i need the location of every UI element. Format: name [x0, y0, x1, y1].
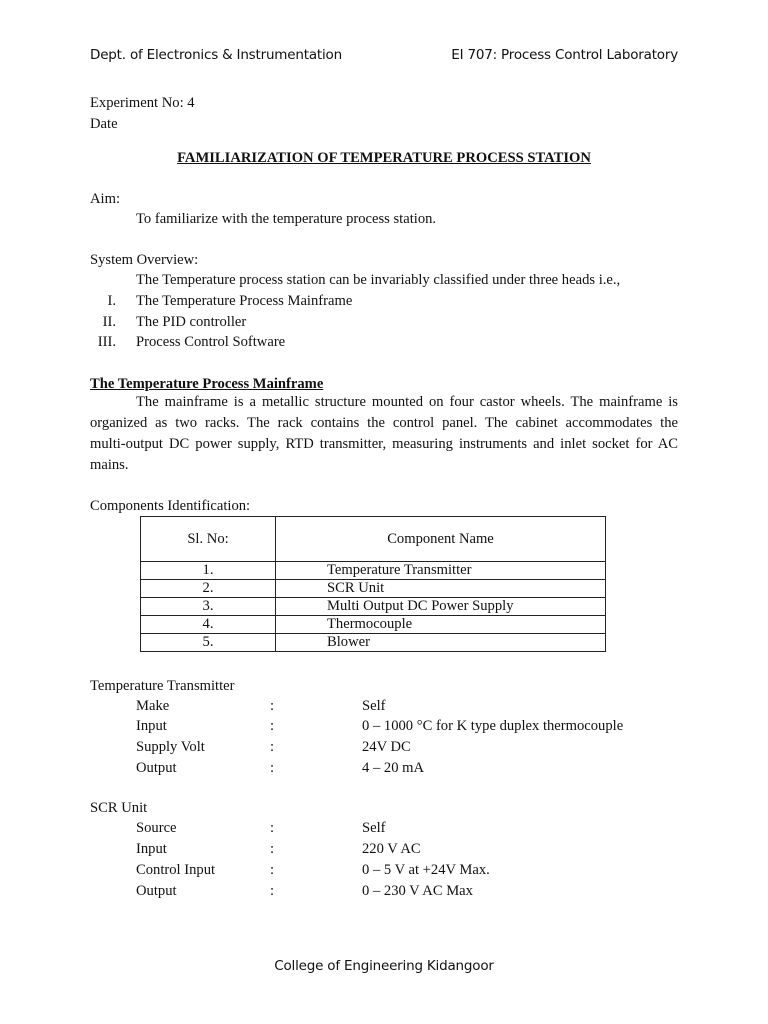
table-row — [141, 616, 606, 634]
components-table — [140, 516, 606, 652]
spec-value: Self — [362, 820, 386, 836]
spec-separator: : — [270, 862, 275, 878]
aim-label: Aim: — [90, 191, 120, 207]
table-cell: Multi Output DC Power Supply — [276, 598, 606, 616]
paragraph-line: organized as two racks. The rack contains the control panel. The cabinet accommodates the — [90, 415, 678, 431]
spec-separator: : — [270, 760, 275, 776]
spec-value: 4 – 20 mA — [362, 760, 425, 776]
table-row — [141, 598, 606, 616]
spec-value: 0 – 230 V AC Max — [362, 883, 473, 899]
spec-separator: : — [270, 883, 275, 899]
table-cell: 4. — [141, 616, 276, 634]
header-department: Dept. of Electronics & Instrumentation — [90, 47, 342, 63]
overview-label: System Overview: — [90, 252, 199, 268]
spec-separator: : — [270, 698, 275, 714]
spec-separator: : — [270, 739, 275, 755]
table-header-row — [141, 517, 606, 562]
table-cell: 5. — [141, 634, 276, 652]
spec-value: Self — [362, 698, 386, 714]
list-item-number: III. — [97, 334, 116, 350]
list-item: The Temperature Process Mainframe — [136, 293, 353, 309]
table-cell: 2. — [141, 580, 276, 598]
table-cell: Temperature Transmitter — [276, 562, 606, 580]
aim-text: To familiarize with the temperature process station. — [136, 211, 437, 227]
spec-key: Output — [136, 883, 177, 899]
experiment-date: Date — [90, 116, 118, 132]
list-item: The PID controller — [136, 314, 247, 330]
column-header-component: Component Name — [276, 517, 606, 562]
spec-key: Input — [136, 841, 167, 857]
table-row — [141, 562, 606, 580]
list-item-number: I. — [107, 293, 116, 309]
table-row — [141, 580, 606, 598]
table-cell: Thermocouple — [276, 616, 606, 634]
table-cell: 3. — [141, 598, 276, 616]
page-title: FAMILIARIZATION OF TEMPERATURE PROCESS STATION — [177, 150, 591, 166]
scr-heading: SCR Unit — [90, 800, 148, 816]
header-course: EI 707: Process Control Laboratory — [451, 47, 678, 63]
overview-intro: The Temperature process station can be invariably classified under three heads i.e., — [136, 272, 621, 288]
spec-value: 220 V AC — [362, 841, 421, 857]
paragraph-line: multi-output DC power supply, RTD transmitter, measuring instruments and inlet socket for AC — [90, 436, 678, 452]
mainframe-heading: The Temperature Process Mainframe — [90, 376, 324, 392]
list-item: Process Control Software — [136, 334, 286, 350]
table-cell: Blower — [276, 634, 606, 652]
experiment-number: Experiment No: 4 — [90, 95, 195, 111]
list-item-number: II. — [102, 314, 116, 330]
column-header-slno: Sl. No: — [141, 517, 276, 562]
components-label: Components Identification: — [90, 498, 251, 514]
spec-value: 0 – 1000 °C for K type duplex thermocouple — [362, 718, 624, 734]
spec-key: Supply Volt — [136, 739, 205, 755]
table-cell: 1. — [141, 562, 276, 580]
paragraph-line: The mainframe is a metallic structure mounted on four castor wheels. The mainframe is — [136, 394, 678, 410]
table-cell: SCR Unit — [276, 580, 606, 598]
spec-key: Source — [136, 820, 177, 836]
paragraph-line: mains. — [90, 457, 129, 473]
spec-value: 24V DC — [362, 739, 411, 755]
transmitter-heading: Temperature Transmitter — [90, 678, 235, 694]
spec-value: 0 – 5 V at +24V Max. — [362, 862, 490, 878]
spec-key: Control Input — [136, 862, 216, 878]
spec-key: Input — [136, 718, 167, 734]
footer-college: College of Engineering Kidangoor — [274, 958, 494, 974]
spec-key: Make — [136, 698, 170, 714]
table-row — [141, 634, 606, 652]
spec-separator: : — [270, 718, 275, 734]
spec-separator: : — [270, 820, 275, 836]
spec-separator: : — [270, 841, 275, 857]
spec-key: Output — [136, 760, 177, 776]
mainframe-paragraph — [90, 392, 678, 476]
